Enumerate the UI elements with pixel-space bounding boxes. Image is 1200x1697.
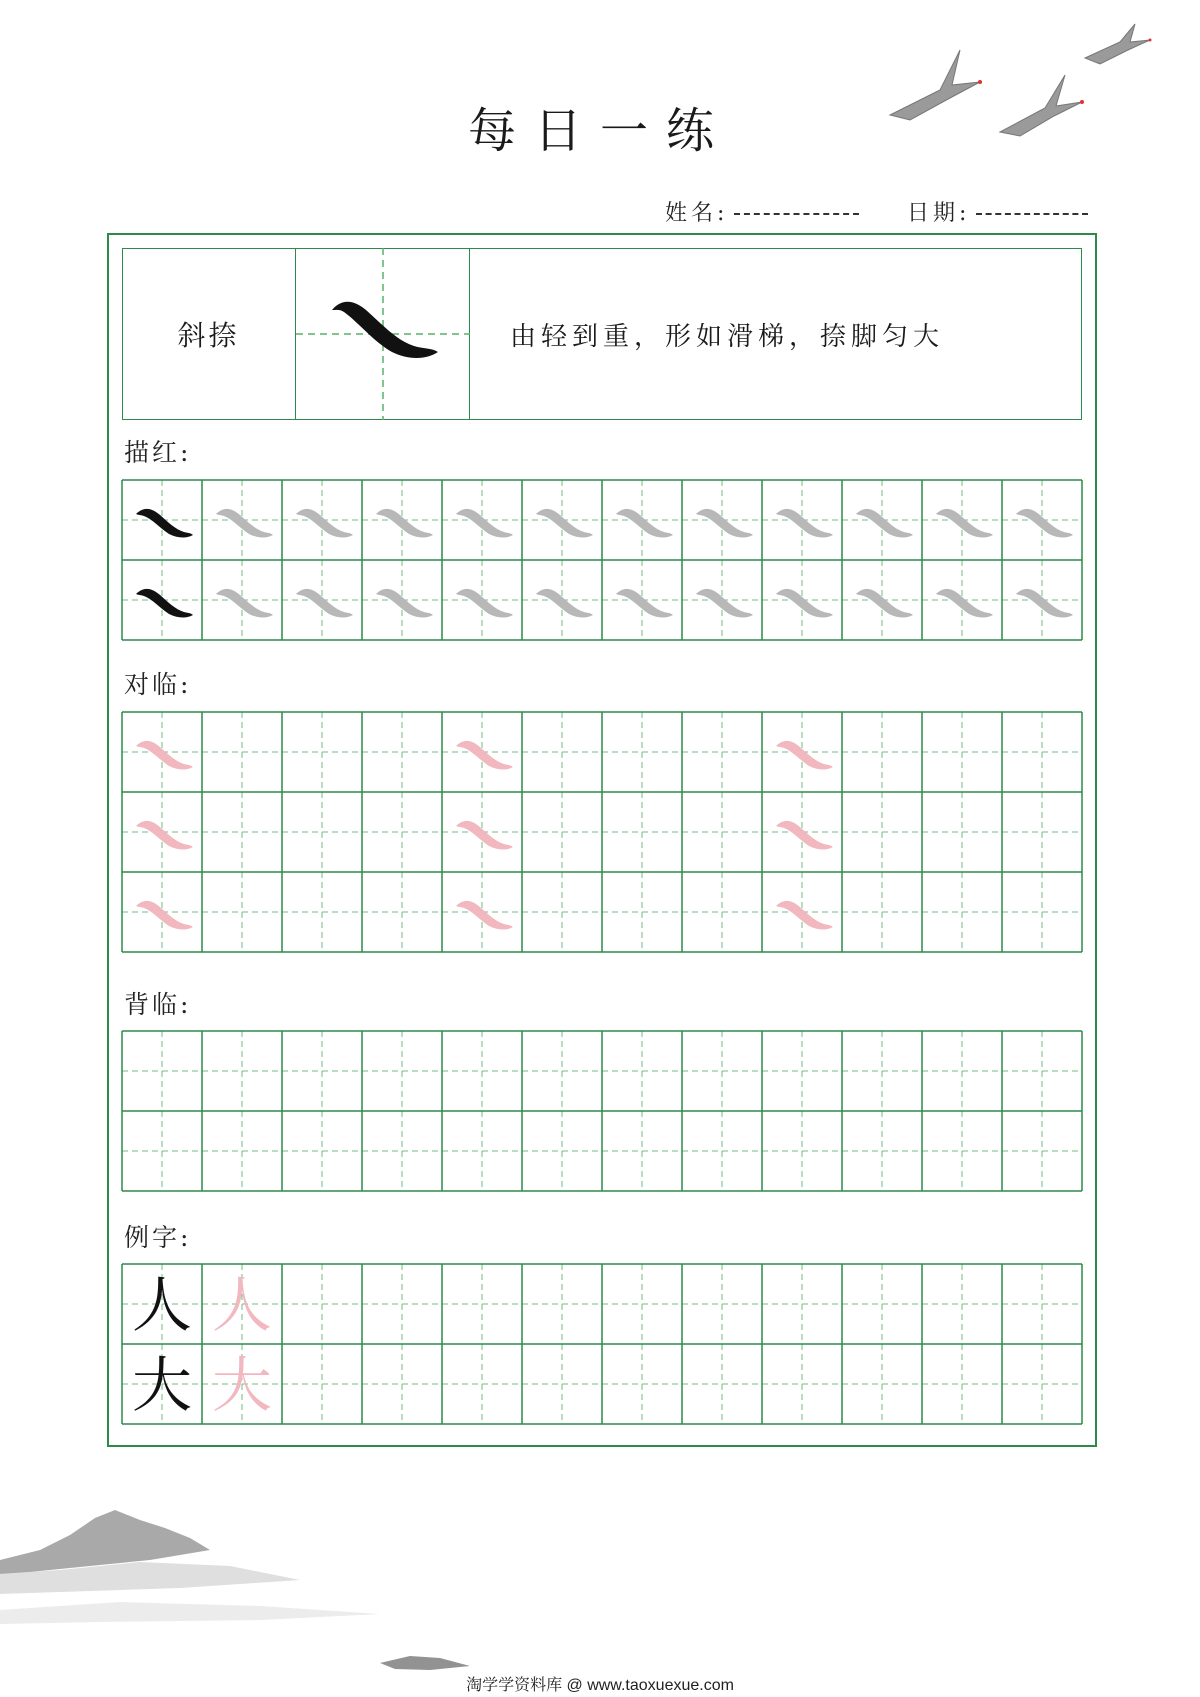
- grid-cell[interactable]: [602, 480, 682, 560]
- grid-cell[interactable]: [602, 712, 682, 792]
- grid-cell[interactable]: [1002, 480, 1082, 560]
- name-blank[interactable]: [734, 213, 859, 215]
- grid-cell[interactable]: [602, 872, 682, 952]
- grid-cell[interactable]: [762, 712, 842, 792]
- grid-cell[interactable]: [682, 712, 762, 792]
- grid-cell[interactable]: [922, 872, 1002, 952]
- grid-cell[interactable]: [1002, 560, 1082, 640]
- stroke-trace-glyph: [936, 509, 993, 538]
- stroke-hint-glyph: [136, 741, 193, 770]
- grid-cell[interactable]: [682, 480, 762, 560]
- grid-cell[interactable]: [282, 1031, 362, 1111]
- recall-section-label: 背临:: [124, 990, 192, 1019]
- landscape-decoration: [0, 1480, 560, 1690]
- examples-grid-svg: [122, 1264, 1082, 1424]
- grid-cell[interactable]: [842, 1031, 922, 1111]
- copy-section-label: 对临:: [124, 670, 192, 699]
- grid-cell[interactable]: [922, 480, 1002, 560]
- grid-cell[interactable]: [762, 792, 842, 872]
- stroke-trace-glyph: [296, 589, 353, 618]
- grid-cell[interactable]: [202, 872, 282, 952]
- grid-cell[interactable]: [362, 560, 442, 640]
- grid-cell[interactable]: [842, 480, 922, 560]
- recall-grid-svg: [122, 1031, 1082, 1191]
- stroke-trace-glyph: [296, 509, 353, 538]
- grid-cell[interactable]: [282, 1264, 362, 1344]
- grid-cell[interactable]: [362, 1031, 442, 1111]
- example-trace-char: 人: [212, 1271, 272, 1341]
- example-char: 人: [132, 1271, 192, 1341]
- grid-cell[interactable]: [762, 1111, 842, 1191]
- grid-cell[interactable]: [122, 560, 202, 640]
- grid-cell[interactable]: [122, 1031, 202, 1111]
- grid-cell[interactable]: [762, 480, 842, 560]
- stroke-trace-glyph: [216, 509, 273, 538]
- stroke-trace-glyph: [696, 589, 753, 618]
- grid-cell[interactable]: [282, 712, 362, 792]
- name-label: 姓名:: [665, 201, 729, 226]
- grid-cell[interactable]: [522, 872, 602, 952]
- grid-cell[interactable]: [202, 560, 282, 640]
- grid-cell[interactable]: [362, 872, 442, 952]
- stroke-hint-glyph: [456, 901, 513, 930]
- grid-cell[interactable]: [122, 872, 202, 952]
- stroke-trace-glyph: [696, 509, 753, 538]
- grid-cell[interactable]: [522, 1344, 602, 1424]
- grid-cell[interactable]: [1002, 1111, 1082, 1191]
- name-field[interactable]: [665, 196, 859, 227]
- grid-cell[interactable]: [442, 480, 522, 560]
- grid-cell[interactable]: [842, 1111, 922, 1191]
- grid-cell[interactable]: [442, 872, 522, 952]
- stroke-trace-glyph: [936, 589, 993, 618]
- grid-cell[interactable]: [362, 1344, 442, 1424]
- grid-cell[interactable]: [922, 792, 1002, 872]
- grid-cell[interactable]: [1002, 1264, 1082, 1344]
- grid-cell[interactable]: [202, 1264, 282, 1344]
- grid-cell[interactable]: [282, 792, 362, 872]
- grid-cell[interactable]: [282, 480, 362, 560]
- grid-cell[interactable]: [762, 1031, 842, 1111]
- grid-cell[interactable]: [602, 1111, 682, 1191]
- copy-grid-svg: [122, 712, 1082, 952]
- grid-cell[interactable]: [282, 560, 362, 640]
- grid-cell[interactable]: [522, 1264, 602, 1344]
- stroke-trace-glyph: [616, 589, 673, 618]
- stroke-demo-glyph: [332, 302, 438, 358]
- grid-cell[interactable]: [762, 1344, 842, 1424]
- example-char: 大: [132, 1351, 192, 1421]
- grid-cell[interactable]: [442, 712, 522, 792]
- trace-grid[interactable]: [122, 480, 1082, 640]
- grid-cell[interactable]: [842, 1264, 922, 1344]
- grid-cell[interactable]: [282, 1344, 362, 1424]
- grid-cell[interactable]: [522, 1111, 602, 1191]
- grid-cell[interactable]: [602, 1031, 682, 1111]
- grid-cell[interactable]: [1002, 1344, 1082, 1424]
- stroke-model-glyph: [136, 589, 193, 618]
- grid-cell[interactable]: [602, 560, 682, 640]
- grid-cell[interactable]: [362, 712, 442, 792]
- grid-cell[interactable]: [202, 792, 282, 872]
- stroke-trace-glyph: [776, 589, 833, 618]
- grid-cell[interactable]: [922, 1264, 1002, 1344]
- stroke-trace-glyph: [376, 589, 433, 618]
- grid-cell[interactable]: [362, 1264, 442, 1344]
- stroke-hint-glyph: [776, 741, 833, 770]
- grid-cell[interactable]: [1002, 712, 1082, 792]
- examples-grid[interactable]: [122, 1264, 1082, 1424]
- date-field[interactable]: [907, 196, 1088, 227]
- grid-cell[interactable]: [122, 1264, 202, 1344]
- grid-cell[interactable]: [842, 792, 922, 872]
- grid-cell[interactable]: [282, 1111, 362, 1191]
- recall-grid[interactable]: [122, 1031, 1082, 1191]
- grid-cell[interactable]: [122, 480, 202, 560]
- grid-cell[interactable]: [442, 1264, 522, 1344]
- grid-cell[interactable]: [122, 1111, 202, 1191]
- stroke-trace-glyph: [456, 509, 513, 538]
- stroke-hint-glyph: [776, 821, 833, 850]
- grid-cell[interactable]: [842, 560, 922, 640]
- grid-cell[interactable]: [522, 712, 602, 792]
- stroke-trace-glyph: [536, 509, 593, 538]
- grid-cell[interactable]: [762, 560, 842, 640]
- grid-cell[interactable]: [202, 480, 282, 560]
- grid-cell[interactable]: [762, 1264, 842, 1344]
- grid-cell[interactable]: [682, 792, 762, 872]
- stroke-hint-glyph: [456, 821, 513, 850]
- grid-cell[interactable]: [922, 560, 1002, 640]
- grid-cell[interactable]: [922, 1111, 1002, 1191]
- grid-cell[interactable]: [202, 1031, 282, 1111]
- grid-cell[interactable]: [602, 1344, 682, 1424]
- stroke-hint-glyph: [456, 741, 513, 770]
- grid-cell[interactable]: [442, 1344, 522, 1424]
- grid-cell[interactable]: [442, 792, 522, 872]
- example-trace-char: 大: [212, 1351, 272, 1421]
- grid-cell[interactable]: [602, 1264, 682, 1344]
- stroke-trace-glyph: [216, 589, 273, 618]
- stroke-trace-glyph: [456, 589, 513, 618]
- grid-cell[interactable]: [202, 1111, 282, 1191]
- examples-section-label: 例字:: [124, 1223, 192, 1252]
- stroke-hint-glyph: [776, 901, 833, 930]
- date-blank[interactable]: [976, 213, 1088, 215]
- stroke-trace-glyph: [856, 589, 913, 618]
- grid-cell[interactable]: [842, 712, 922, 792]
- grid-cell[interactable]: [682, 1031, 762, 1111]
- grid-cell[interactable]: [282, 872, 362, 952]
- stroke-trace-glyph: [616, 509, 673, 538]
- grid-cell[interactable]: [682, 1264, 762, 1344]
- grid-cell[interactable]: [362, 480, 442, 560]
- grid-cell[interactable]: [682, 872, 762, 952]
- grid-cell[interactable]: [922, 1344, 1002, 1424]
- grid-cell[interactable]: [522, 480, 602, 560]
- grid-cell[interactable]: [922, 712, 1002, 792]
- grid-cell[interactable]: [762, 872, 842, 952]
- grid-cell[interactable]: [842, 1344, 922, 1424]
- grid-cell[interactable]: [682, 1111, 762, 1191]
- grid-cell[interactable]: [682, 560, 762, 640]
- grid-cell[interactable]: [1002, 872, 1082, 952]
- trace-section-label: 描红:: [124, 438, 192, 467]
- stroke-description: 由轻到重，形如滑梯，捺脚匀大: [510, 321, 945, 352]
- grid-cell[interactable]: [1002, 1031, 1082, 1111]
- grid-cell[interactable]: [202, 712, 282, 792]
- grid-cell[interactable]: [1002, 792, 1082, 872]
- grid-cell[interactable]: [122, 792, 202, 872]
- page-title: 每日一练: [467, 103, 732, 159]
- grid-cell[interactable]: [442, 560, 522, 640]
- stroke-hint-glyph: [136, 901, 193, 930]
- footer-watermark: 淘学学资料库 @ www.taoxuexue.com: [466, 1677, 734, 1694]
- grid-cell[interactable]: [362, 792, 442, 872]
- grid-cell[interactable]: [442, 1111, 522, 1191]
- grid-cell[interactable]: [842, 872, 922, 952]
- stroke-demo-cell: [296, 248, 470, 420]
- stroke-trace-glyph: [1016, 509, 1073, 538]
- stroke-trace-glyph: [536, 589, 593, 618]
- stroke-trace-glyph: [376, 509, 433, 538]
- stroke-trace-glyph: [776, 509, 833, 538]
- grid-cell[interactable]: [442, 1031, 522, 1111]
- grid-cell[interactable]: [202, 1344, 282, 1424]
- grid-cell[interactable]: [522, 560, 602, 640]
- trace-grid-svg: [122, 480, 1082, 640]
- grid-cell[interactable]: [602, 792, 682, 872]
- grid-cell[interactable]: [362, 1111, 442, 1191]
- date-label: 日期:: [907, 201, 971, 226]
- stroke-trace-glyph: [856, 509, 913, 538]
- stroke-name: 斜捺: [122, 248, 296, 420]
- grid-cell[interactable]: [522, 1031, 602, 1111]
- grid-cell[interactable]: [522, 792, 602, 872]
- grid-cell[interactable]: [922, 1031, 1002, 1111]
- grid-cell[interactable]: [122, 1344, 202, 1424]
- stroke-trace-glyph: [1016, 589, 1073, 618]
- copy-grid[interactable]: [122, 712, 1082, 952]
- grid-cell[interactable]: [122, 712, 202, 792]
- stroke-model-glyph: [136, 509, 193, 538]
- stroke-hint-glyph: [136, 821, 193, 850]
- grid-cell[interactable]: [682, 1344, 762, 1424]
- stroke-demo-svg: [296, 248, 470, 420]
